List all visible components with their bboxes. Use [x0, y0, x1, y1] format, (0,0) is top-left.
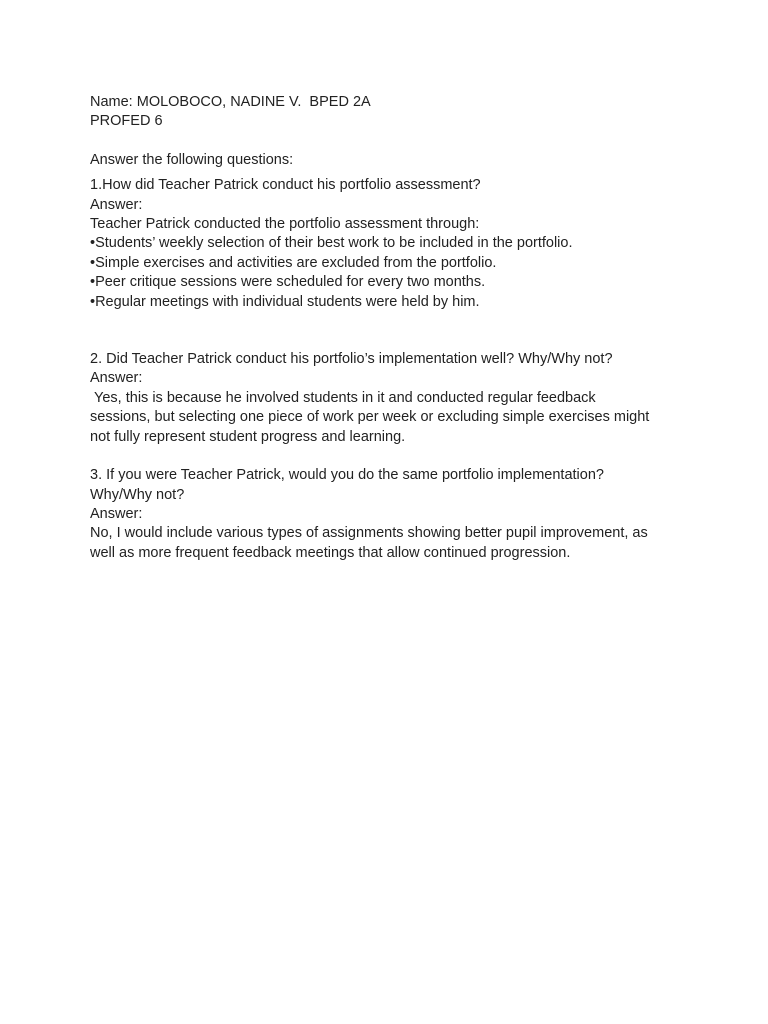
answer-intro: Teacher Patrick conducted the portfolio assessment through: [90, 216, 480, 233]
answer-text-line: well as more frequent feedback meetings that allow continued progression. [90, 544, 571, 561]
answer-text-line: sessions, but selecting one piece of work per week or excluding simple exercises might [90, 409, 650, 426]
question-block-1 [90, 176, 690, 312]
question-block-2 [90, 350, 690, 447]
answer-label: Answer: [90, 196, 143, 213]
question-text: 1.How did Teacher Patrick conduct his portfolio assessment? [90, 177, 481, 194]
answer-text-line: No, I would include various types of assignments showing better pupil improvement, as [90, 525, 648, 542]
instructions: Answer the following questions: [90, 151, 294, 168]
course-code: PROFED 6 [90, 113, 163, 130]
bullet-item: •Peer critique sessions were scheduled for every two months. [90, 274, 486, 291]
student-name-line: Name: MOLOBOCO, NADINE V. BPED 2A [90, 94, 371, 110]
answer-text-line: Yes, this is because he involved students in it and conducted regular feedback [90, 389, 596, 406]
bullet-item: •Regular meetings with individual students were held by him. [90, 293, 480, 310]
question-text: Why/Why not? [90, 486, 185, 503]
question-text: 3. If you were Teacher Patrick, would you do the same portfolio implementation? [90, 467, 604, 484]
document-body [90, 93, 690, 563]
bullet-item: •Students’ weekly selection of their best work to be included in the portfolio. [90, 235, 573, 252]
question-block-3 [90, 466, 690, 563]
question-text: 2. Did Teacher Patrick conduct his portfolio’s implementation well? Why/Why not? [90, 351, 613, 368]
answer-label: Answer: [90, 370, 143, 387]
bullet-item: •Simple exercises and activities are excluded from the portfolio. [90, 254, 497, 271]
answer-label: Answer: [90, 505, 143, 522]
answer-text-line: not fully represent student progress and learning. [90, 428, 406, 445]
